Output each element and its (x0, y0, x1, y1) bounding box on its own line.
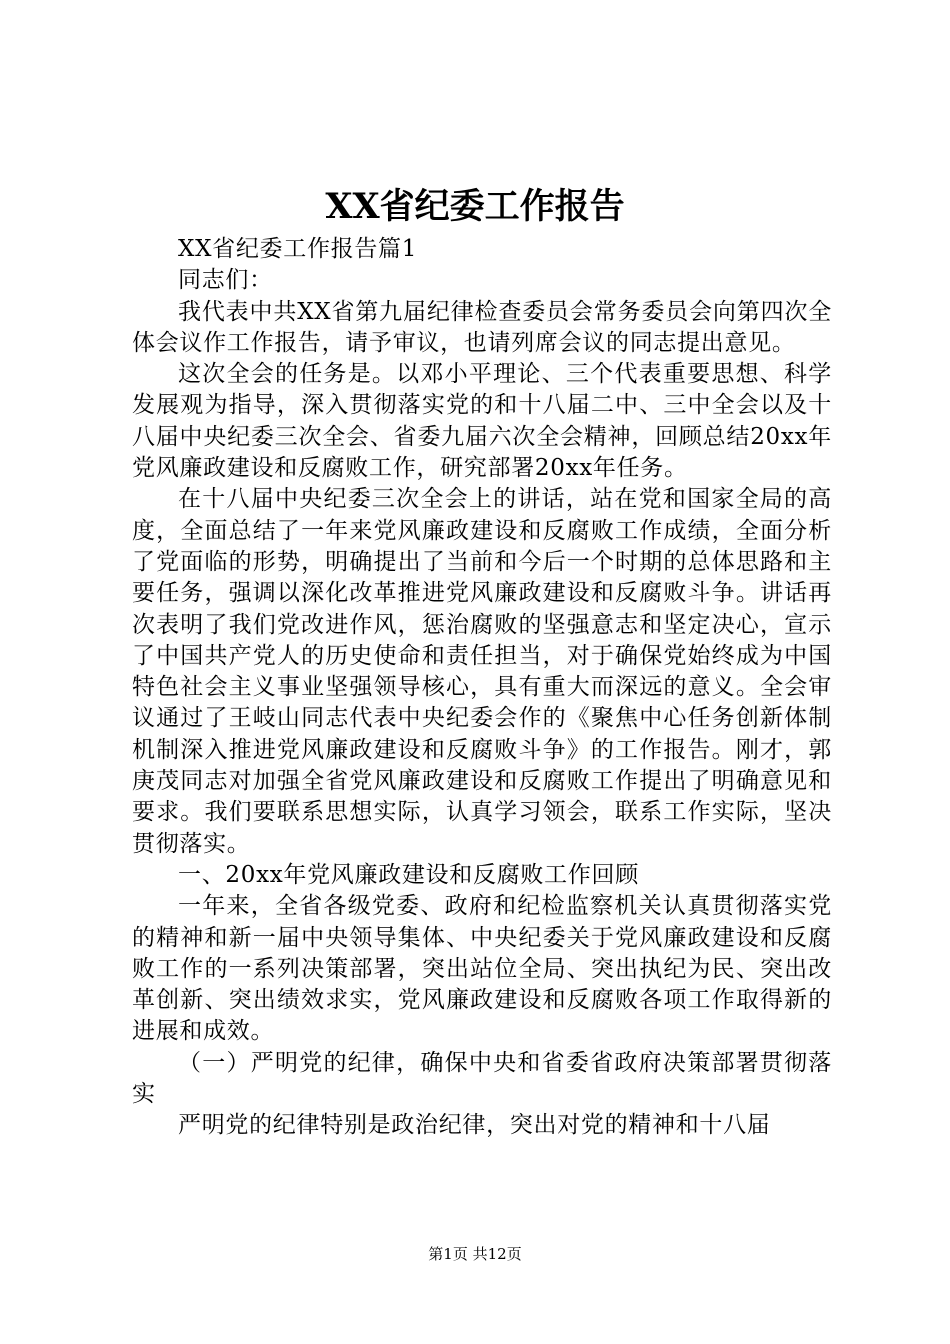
document-body (132, 234, 832, 1142)
paragraph: 这次全会的任务是。以邓小平理论、三个代表重要思想、科学发展观为指导，深入贯彻落实党的和十八届二中、三中全会以及十八届中央纪委三次全会、省委九届六次全会精神，回顾总结20xx年党风廉政建设和反腐败工作，研究部署20xx年任务。 (132, 361, 832, 482)
paragraph: 在十八届中央纪委三次全会上的讲话，站在党和国家全局的高度，全面总结了一年来党风廉政建设和反腐败工作成绩，全面分析了党面临的形势，明确提出了当前和今后一个时期的总体思路和主要任务，强调以深化改革推进党风廉政建设和反腐败斗争。讲话再次表明了我们党改进作风，惩治腐败的坚强意志和坚定决心，宣示了中国共产党人的历史使命和责任担当，对于确保党始终成为中国特色社会主义事业坚强领导核心，具有重大而深远的意义。全会审议通过了王岐山同志代表中央纪委会作的《聚焦中心任务创新体制机制深入推进党风廉政建设和反腐败斗争》的工作报告。刚才，郭庚茂同志对加强全省党风廉政建设和反腐败工作提出了明确意见和要求。我们要联系思想实际，认真学习领会，联系工作实际，坚决贯彻落实。 (132, 486, 832, 857)
document-title: XX省纪委工作报告 (325, 186, 625, 227)
subsection-heading: （一）严明党的纪律，确保中央和省委省政府决策部署贯彻落实 (132, 1049, 832, 1108)
salutation: 同志们： (178, 267, 273, 294)
section-heading: 一、20xx年党风廉政建设和反腐败工作回顾 (178, 861, 639, 888)
section-heading: XX省纪委工作报告篇1 (178, 236, 418, 262)
page-footer: 第1页 共12页 (428, 1245, 522, 1263)
paragraph: 严明党的纪律特别是政治纪律，突出对党的精神和十八届 (178, 1112, 771, 1139)
paragraph: 我代表中共XX省第九届纪律检查委员会常务委员会向第四次全体会议作工作报告，请予审议，也请列席会议的同志提出意见。 (132, 298, 832, 356)
paragraph: 一年来，全省各级党委、政府和纪检监察机关认真贯彻落实党的精神和新一届中央领导集体、中央纪委关于党风廉政建设和反腐败工作的一系列决策部署，突出站位全局、突出执纪为民、突出改革创新、突出绩效求实，党风廉政建设和反腐败各项工作取得新的进展和成效。 (132, 893, 832, 1045)
